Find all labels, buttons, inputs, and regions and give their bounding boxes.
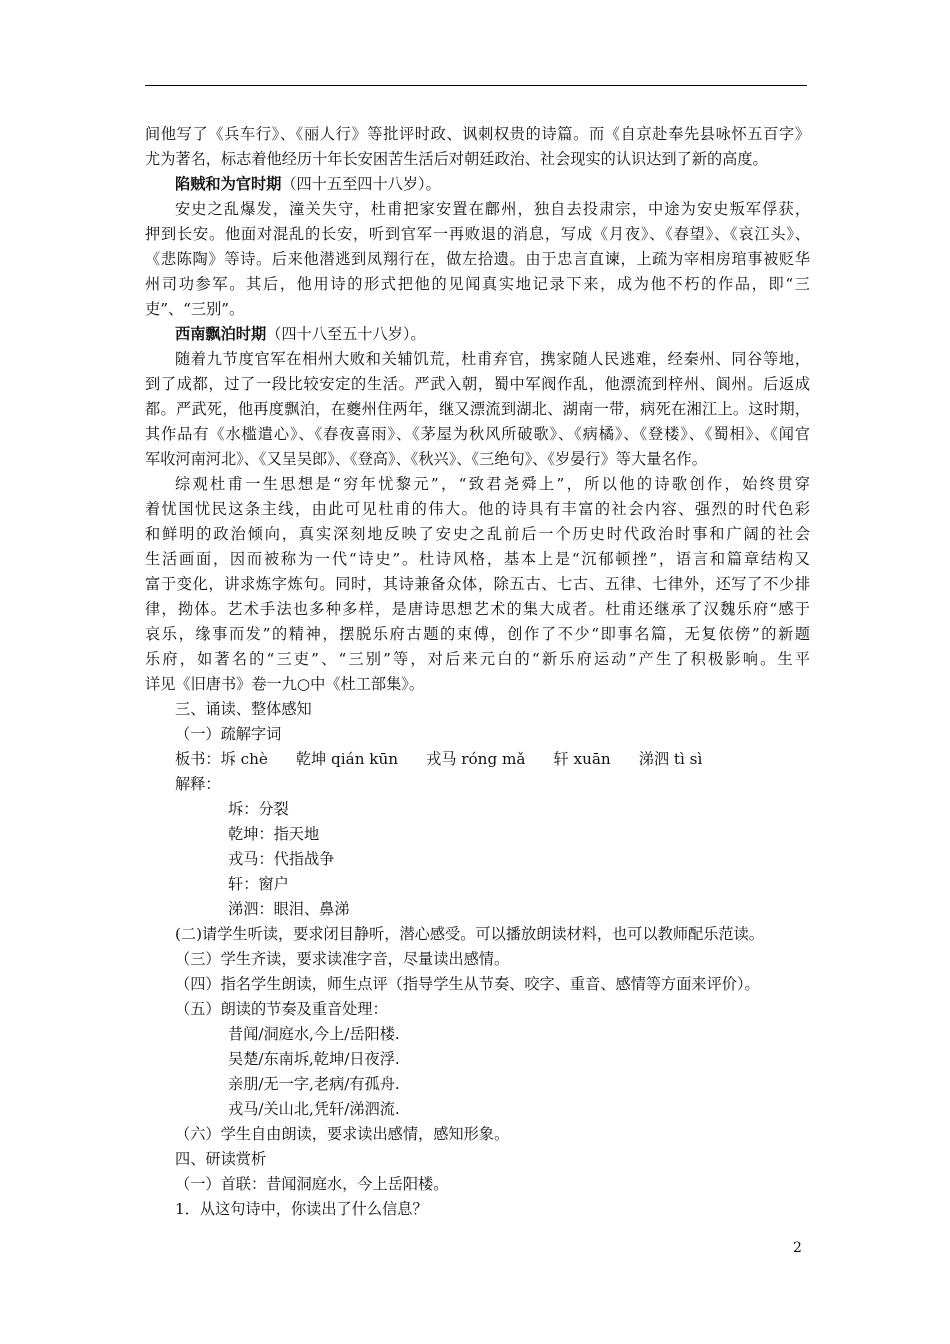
board-item: 戎马 róng mǎ xyxy=(426,750,526,768)
board-line xyxy=(145,747,810,772)
question-line: 1．从这句诗中，你读出了什么信息？ xyxy=(175,1200,428,1218)
board-item: 轩 xuān xyxy=(553,750,611,768)
poem-line: 昔闻/洞庭水,今上/岳阳楼. xyxy=(228,1025,400,1043)
body-line: 军收河南河北》、《又呈吴郎》、《登高》、《秋兴》、《三绝句》、《岁晏行》等大量名作。 xyxy=(145,450,707,468)
explanation-item: 戎马：代指战争 xyxy=(228,850,335,868)
body-line: 综观杜甫一生思想是“穷年忧黎元”，“致君尧舜上”，所以他的诗歌创作，始终贯穿 xyxy=(175,475,810,493)
sub-heading: （一）首联：昔闻洞庭水，今上岳阳楼。 xyxy=(175,1175,449,1193)
board-item: 乾坤 qián kūn xyxy=(295,750,399,768)
step-line: （六）学生自由朗读，要求读出感情，感知形象。 xyxy=(175,1125,510,1143)
step-line: (二)请学生听读，要求闭目静听，潜心感受。可以播放朗读材料，也可以教师配乐范读。 xyxy=(175,925,764,943)
body-line: 州司功参军。其后，他用诗的形式把他的见闻真实地记录下来，成为他不朽的作品，即“三 xyxy=(145,275,810,293)
step-line: （三）学生齐读，要求读准字音，尽量读出感情。 xyxy=(175,950,510,968)
board-label: 板书： xyxy=(175,750,221,768)
body-line: 《悲陈陶》等诗。后来他潜逃到凤翔行在，做左拾遗。由于忠言直谏，上疏为宰相房琯事被贬华 xyxy=(145,250,810,268)
explain-label: 解释： xyxy=(175,775,221,793)
step-line: （五）朗读的节奏及重音处理： xyxy=(175,1000,388,1018)
body-line: 到了成都，过了一段比较安定的生活。严武入朝，蜀中军阀作乱，他漂流到梓州、阆州。后返成 xyxy=(145,375,810,393)
body-line: 吏”、“三别”。 xyxy=(145,300,245,318)
step-line: （四）指名学生朗读，师生点评（指导学生从节奏、咬字、重音、感情等方面来评价）。 xyxy=(175,975,760,993)
heading-four: 四、研读赏析 xyxy=(175,1150,267,1168)
header-rule xyxy=(145,85,807,86)
poem-line: 亲朋/无一字,老病/有孤舟. xyxy=(228,1075,400,1093)
section-title: 西南飘泊时期 xyxy=(175,325,267,343)
section-heading xyxy=(145,172,810,197)
body-line: 律，拗体。艺术手法也多种多样，是唐诗思想艺术的集大成者。杜甫还继承了汉魏乐府“感于 xyxy=(145,600,810,618)
body-line: 生活画面，因而被称为一代“诗史”。杜诗风格，基本上是“沉郁顿挫”，语言和篇章结构又 xyxy=(145,550,810,568)
section-note: （四十八至五十八岁）。 xyxy=(266,325,426,343)
body-line: 押到长安。他面对混乱的长安，听到官军一再败退的消息，写成《月夜》、《春望》、《哀江头》、 xyxy=(145,225,810,243)
heading-three: 三、诵读、整体感知 xyxy=(175,700,312,718)
body-line: 安史之乱爆发，潼关失守，杜甫把家安置在鄜州，独自去投肃宗，中途为安史叛军俘获， xyxy=(175,200,810,218)
body-line: 随着九节度官军在相州大败和关辅饥荒，杜甫弃官，携家随人民逃难，经秦州、同谷等地， xyxy=(175,350,810,368)
body-line: 尤为著名，标志着他经历十年长安困苦生活后对朝廷政治、社会现实的认识达到了新的高度。 xyxy=(145,150,768,168)
poem-line: 戎马/关山北,凭轩/涕泗流. xyxy=(228,1100,400,1118)
body-line: 都。严武死，他再度飘泊，在夔州住两年，继又漂流到湖北、湖南一带，病死在湘江上。这时期， xyxy=(145,400,810,418)
section-note: （四十五至四十八岁）。 xyxy=(281,175,441,193)
page-body xyxy=(145,122,810,1222)
body-line: 间他写了《兵车行》、《丽人行》等批评时政、讽刺权贵的诗篇。而《自京赴奉先县咏怀五百字》 xyxy=(145,125,810,143)
sub-heading: （一）疏解字词 xyxy=(175,725,282,743)
board-item: 坼 chè xyxy=(220,750,268,768)
body-line: 乐府，如著名的“三吏”、“三别”等，对后来元白的“新乐府运动”产生了积极影响。生平 xyxy=(145,650,810,668)
section-title: 陷贼和为官时期 xyxy=(175,175,282,193)
body-line: 富于变化，讲求炼字炼句。同时，其诗兼备众体，除五古、七古、五律、七律外，还写了不少排 xyxy=(145,575,810,593)
explanation-item: 坼：分裂 xyxy=(228,800,289,818)
body-line: 其作品有《水槛遣心》、《春夜喜雨》、《茅屋为秋风所破歌》、《病橘》、《登楼》、《蜀相》、《闻官 xyxy=(145,425,810,443)
page-number: 2 xyxy=(793,1240,802,1256)
poem-line: 吴楚/东南坼,乾坤/日夜浮. xyxy=(228,1050,400,1068)
explanation-item: 轩：窗户 xyxy=(228,875,289,893)
body-line: 详见《旧唐书》卷一九○中《杜工部集》。 xyxy=(145,675,425,693)
explanation-item: 涕泗：眼泪、鼻涕 xyxy=(228,900,350,918)
board-item: 涕泗 tì sì xyxy=(638,750,703,768)
body-line: 着忧国忧民这条主线，由此可见杜甫的伟大。他的诗具有丰富的社会内容、强烈的时代色彩 xyxy=(145,500,810,518)
section-heading xyxy=(145,322,810,347)
body-line: 和鲜明的政治倾向，真实深刻地反映了安史之乱前后一个历史时代政治时事和广阔的社会 xyxy=(145,525,810,543)
body-line: 哀乐，缘事而发”的精神，摆脱乐府古题的束傅，创作了不少“即事名篇，无复依傍”的新题 xyxy=(145,625,810,643)
explanation-item: 乾坤：指天地 xyxy=(228,825,320,843)
